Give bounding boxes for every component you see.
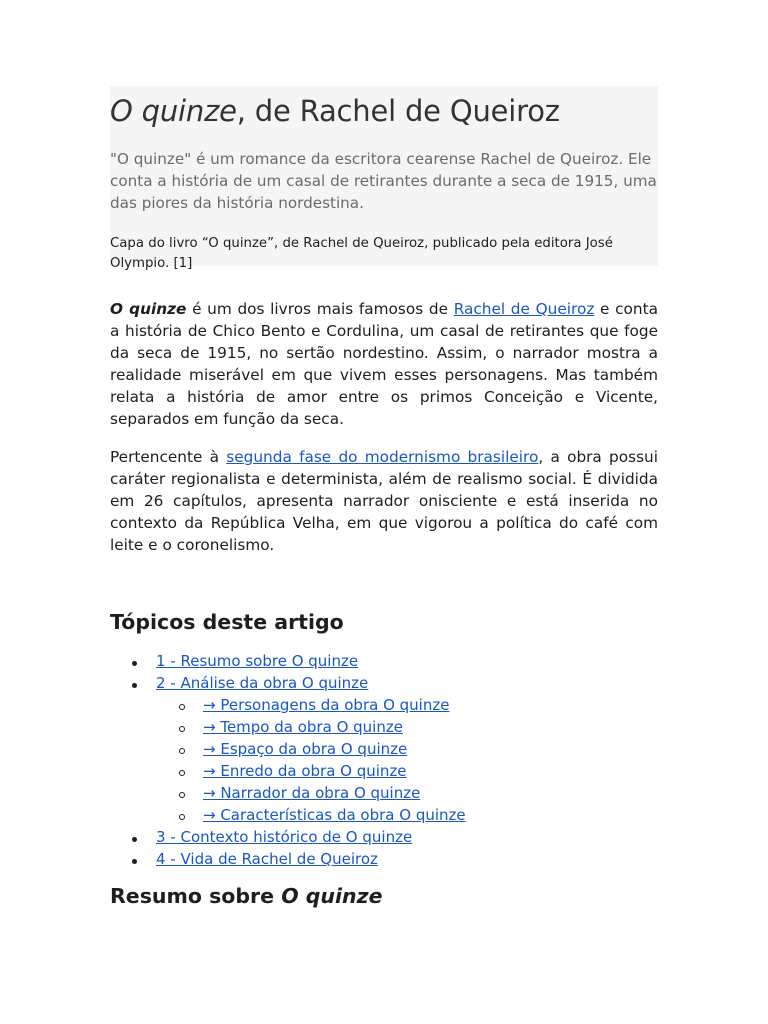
toc-item: [110, 826, 658, 848]
page-title-italic: O quinze: [110, 94, 237, 128]
paragraph-1: [110, 298, 658, 430]
toc-item: [110, 650, 658, 672]
toc-subitem: [110, 694, 658, 716]
toc-subitem: [110, 760, 658, 782]
modernismo-link[interactable]: segunda fase do modernismo brasileiro: [226, 448, 539, 466]
toc-link-tempo[interactable]: → Tempo da obra O quinze: [203, 718, 403, 736]
toc-subitem: [110, 716, 658, 738]
toc-link-narrador[interactable]: → Narrador da obra O quinze: [203, 784, 421, 802]
paragraph-2: [110, 446, 658, 556]
toc-subitem: [110, 738, 658, 760]
toc-link-contexto[interactable]: 3 - Contexto histórico de O quinze: [156, 828, 413, 846]
page-title: [110, 92, 658, 130]
paragraph-2-text-a: Pertencente à: [110, 448, 227, 466]
paragraph-2-text-b: , a obra possui caráter regionalista e determinista, além de realismo social. É dividida em 26 capítulos, apresenta narrador onisciente e está inserida no contexto da República Velha, em que vigorou a política do café com leite e o coronelismo.: [110, 448, 658, 554]
rachel-de-queiroz-link[interactable]: Rachel de Queiroz: [453, 300, 595, 318]
toc-link-enredo[interactable]: → Enredo da obra O quinze: [203, 762, 407, 780]
resumo-heading: [110, 882, 658, 910]
intro-box: [110, 86, 658, 271]
toc-link-analise[interactable]: 2 - Análise da obra O quinze: [156, 674, 369, 692]
paragraph-1-text-a: é um dos livros mais famosos de: [186, 300, 454, 318]
paragraph-1-text-b: e conta a história de Chico Bento e Cordulina, um casal de retirantes que foge da seca de 1915, no sertão nordestino. Assim, o narrador mostra a realidade miserável em que vivem esses personagens. Mas também relata a história de amor entre os primos Conceição e Vicente, separados em função da seca.: [110, 300, 658, 428]
toc-item: [110, 848, 658, 870]
toc-subitem: [110, 804, 658, 826]
table-of-contents: [110, 650, 658, 870]
paragraph-1-bold: O quinze: [110, 300, 187, 318]
article: [110, 86, 658, 910]
toc-link-vida[interactable]: 4 - Vida de Rachel de Queiroz: [156, 850, 378, 868]
toc-link-caracteristicas[interactable]: → Características da obra O quinze: [203, 806, 466, 824]
toc-link-personagens[interactable]: → Personagens da obra O quinze: [203, 696, 450, 714]
toc-item: [110, 672, 658, 694]
page-title-rest: , de Rachel de Queiroz: [236, 94, 560, 128]
resumo-heading-italic: O quinze: [281, 884, 383, 908]
toc-link-espaco[interactable]: → Espaço da obra O quinze: [203, 740, 408, 758]
toc-link-resumo[interactable]: 1 - Resumo sobre O quinze: [156, 652, 359, 670]
toc-heading: Tópicos deste artigo: [110, 610, 344, 634]
toc-subitem: [110, 782, 658, 804]
resumo-heading-label: Resumo sobre: [110, 884, 282, 908]
image-caption: Capa do livro “O quinze”, de Rachel de Queiroz, publicado pela editora José Olympio. [1]: [110, 236, 613, 271]
article-lead: "O quinze" é um romance da escritora cearense Rachel de Queiroz. Ele conta a história de um casal de retirantes durante a seca de 1915, uma das piores da história nordestina.: [110, 150, 657, 212]
